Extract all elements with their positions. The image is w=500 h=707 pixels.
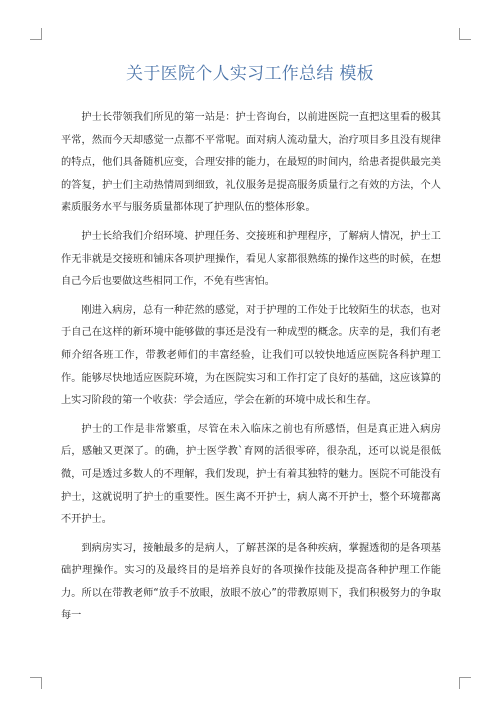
paragraph-2: 护士长给我们介绍环境、护理任务、交接班和护理程序，了解病人情况，护士工作无非就是交接班和铺床各项护理操作，看见人家都很熟练的操作这些的时候，在想自己今后也要做这些相同工作，不免有些害怕。 — [61, 230, 441, 288]
document-body — [61, 107, 441, 634]
crop-mark-bottom-left — [30, 677, 42, 689]
document-title: 关于医院个人实习工作总结 模板 — [126, 64, 374, 84]
paragraph-4: 护士的工作是非常繁重，尽管在未入临床之前也有所感悟，但是真正进入病房后，感触又更深了。的确，护士医学教`育网的活很零碎，很杂乱，还可以说是很低微，可是透过多数人的不理解，我们发现，护士有着其独特的魅力。医院不可能没有护士，这就说明了护士的重要性。医生离不开护士，病人离不开护士，整个环境都离不开护士。 — [61, 423, 441, 526]
paragraph-5: 到病房实习，接触最多的是病人，了解甚深的是各种疾病，掌握透彻的是各项基础护理操作。实习的及最终目的是培养良好的各项操作技能及提高各种护理工作能力。所以在带教老师“放手不放眼，放眼不放心”的带教原则下，我们积极努力的争取每一 — [61, 542, 441, 622]
paragraph-1: 护士长带领我们所见的第一站是：护士咨询台，以前进医院一直把这里看的极其平常，然而今天却感觉一点都不平常呢。面对病人流动量大，治疗项目多且没有规律的特点，他们具备随机应变，合理安排的能力，在最短的时间内，给患者提供最完美的答复，护士们主动热情周到细致，礼仪服务是提高服务质量行之有效的方法，个人素质服务水平与服务质量都体现了护理队伍的整体形象。 — [61, 112, 441, 214]
crop-mark-top-left — [30, 28, 42, 40]
paragraph-3: 刚进入病房，总有一种茫然的感觉，对于护理的工作处于比较陌生的状态，也对于自己在这样的新环境中能够做的事还是没有一种成型的概念。庆幸的是，我们有老师介绍各班工作，带教老师们的丰富经验，让我们可以较快地适应医院各科护理工作。能够尽快地适应医院环境，为在医院实习和工作打定了良好的基础，这应该算的上实习阶段的第一个收获：学会适应，学会在新的环境中成长和生存。 — [61, 304, 441, 407]
crop-mark-top-right — [459, 28, 471, 40]
crop-mark-bottom-right — [459, 677, 471, 689]
